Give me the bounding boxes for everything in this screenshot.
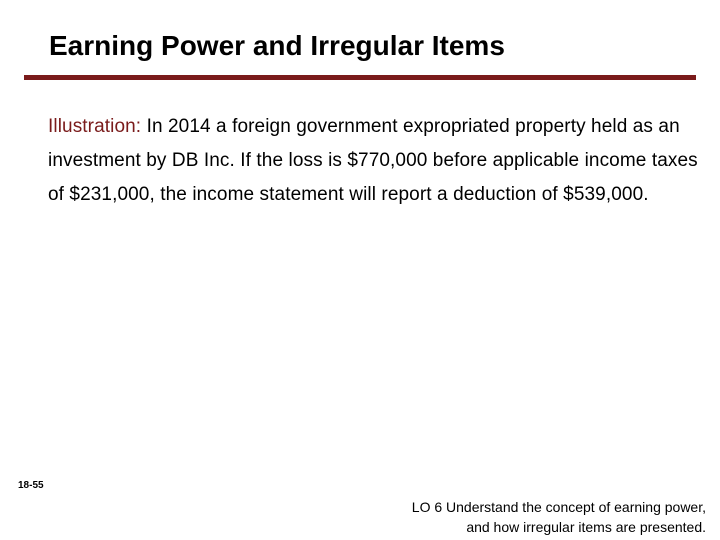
slide-number: 18-55 [18, 480, 44, 491]
illustration-paragraph [48, 110, 698, 212]
slide-title: Earning Power and Irregular Items [49, 30, 505, 61]
learning-objective-note [306, 497, 706, 537]
illustration-text: In 2014 a foreign government expropriated property held as an investment by DB Inc. If the loss is $770,000 before applicable income taxes of $231,000, the income statement will report a deduction of $539,000. [48, 116, 698, 205]
illustration-label: Illustration: [48, 116, 142, 137]
title-divider [24, 75, 696, 80]
learning-objective-line-2: and how irregular items are presented. [466, 519, 706, 535]
learning-objective-line-1: LO 6 Understand the concept of earning power, [411, 499, 706, 515]
